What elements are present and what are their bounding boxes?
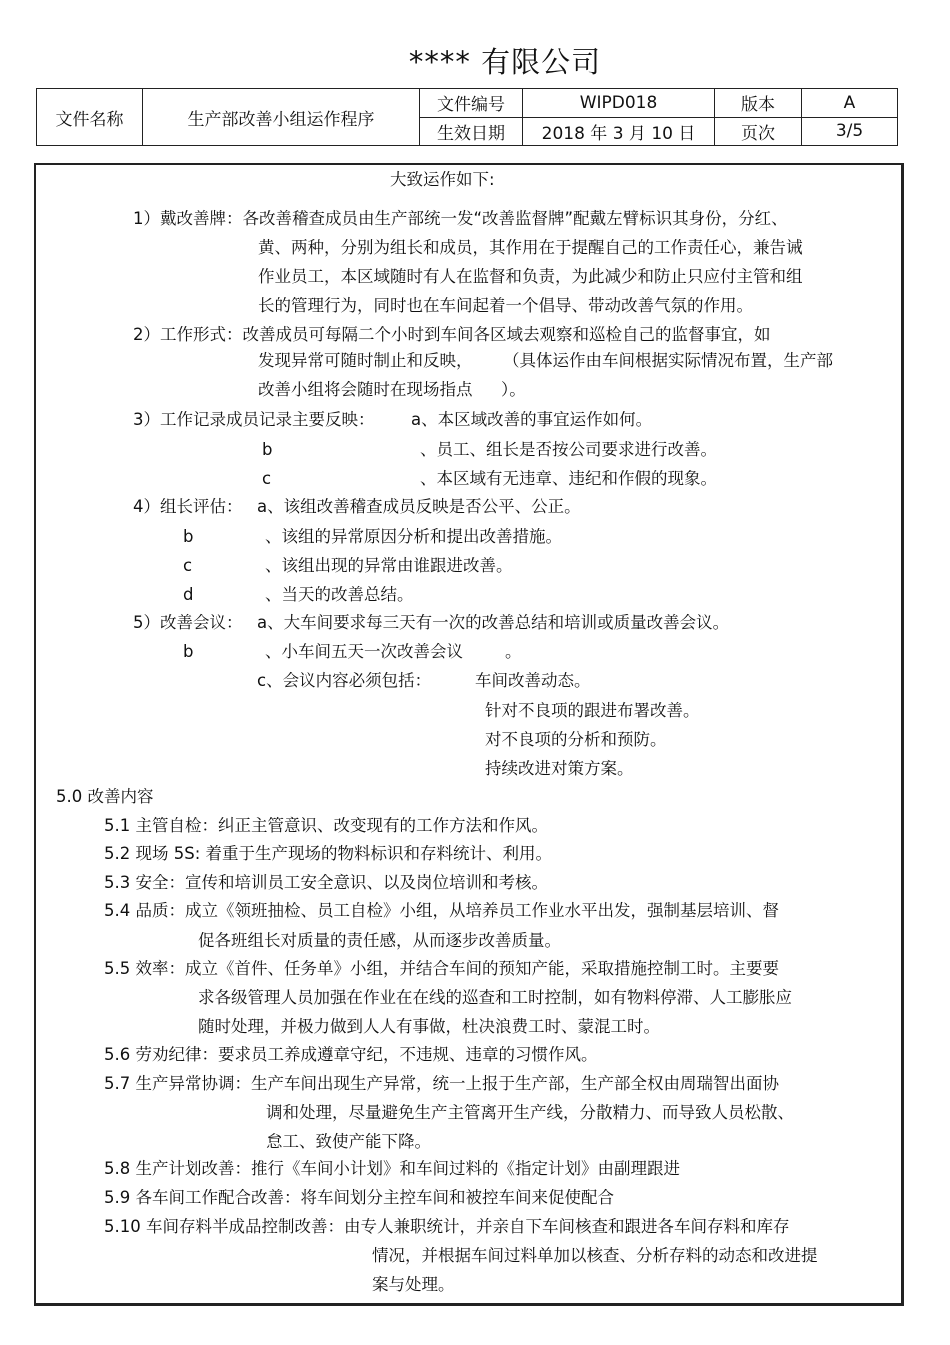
text-line: 5.8 生产计划改善：推行《车间小计划》和车间过料的《指定计划》由副理跟进 [104,1159,680,1178]
text-line: 调和处理，尽量避免生产主管离开生产线，分散精力、而导致人员松散、 [266,1103,794,1122]
text-line: 长的管理行为，同时也在车间起着一个倡导、带动改善气氛的作用。 [258,296,753,315]
text-line: 5.4 品质：成立《领班抽检、员工自检》小组，从培养员工作业水平出发，强制基层培训、督 [104,901,779,920]
text-line: 5.2 现场 5S: 着重于生产现场的物料标识和存料统计、利用。 [104,844,553,863]
text-line: 5.1 主管自检：纠正主管意识、改变现有的工作方法和作风。 [104,816,548,835]
text-line: 随时处理，并极力做到人人有事做，杜决浪费工时、蒙混工时。 [198,1017,660,1036]
text-line: （具体运作由车间根据实际情况布置，生产部 [503,351,833,370]
section-heading: 5.0 改善内容 [56,787,154,806]
intro-heading: 大致运作如下: [390,170,495,189]
text-line: 持续改进对策方案。 [485,759,634,778]
text-line: b [183,527,194,546]
text-line: 黄、两种，分别为组长和成员，其作用在于提醒自己的工作责任心，兼告诫 [258,238,803,257]
text-line: 5.5 效率：成立《首件、任务单》小组，并结合车间的预知产能，采取措施控制工时。主要要 [104,959,779,978]
text-line: b [183,642,194,661]
text-line: 3）工作记录成员记录主要反映： [133,410,375,429]
text-line: 5.7 生产异常协调：生产车间出现生产异常，统一上报于生产部，生产部全权由周瑞智出面协 [104,1074,779,1093]
text-line: 1）戴改善牌：各改善稽查成员由生产部统一发“改善监督牌”配戴左臂标识其身份，分红、 [133,209,788,228]
text-line: 求各级管理人员加强在作业在在线的巡查和工时控制，如有物料停滞、人工膨胀应 [198,988,792,1007]
text-line: 2）工作形式：改善成员可每隔二个小时到车间各区域去观察和巡检自己的监督事宜，如 [133,325,771,344]
text-line: d [183,585,194,604]
text-line: 、小车间五天一次改善会议 [265,642,463,661]
doc-name: 生产部改善小组运作程序 [143,89,420,146]
text-line: b [262,440,273,459]
text-line: 情况，并根据车间过料单加以核查、分析存料的动态和改进提 [372,1246,818,1265]
text-line: ）。 [501,380,526,399]
text-line: 对不良项的分析和预防。 [485,730,667,749]
doc-name-label: 文件名称 [37,89,143,146]
text-line: 5.10 车间存料半成品控制改善：由专人兼职统计，并亲自下车间核查和跟进各车间存料和库存 [104,1217,790,1236]
text-line: 案与处理。 [372,1275,455,1294]
text-line: 、本区域有无违章、违纪和作假的现象。 [420,469,717,488]
text-line: c [183,556,193,575]
document-header-table [36,88,898,146]
text-line: 针对不良项的跟进布署改善。 [485,701,700,720]
text-line: 4）组长评估： [133,497,243,516]
text-line: 发现异常可随时制止和反映， [258,351,473,370]
text-line: 5.3 安全：宣传和培训员工安全意识、以及岗位培训和考核。 [104,873,548,892]
text-line: 、该组出现的异常由谁跟进改善。 [265,556,513,575]
text-line: 怠工、致使产能下降。 [266,1132,431,1151]
company-title: **** 有限公司 [408,45,602,79]
effective-date: 2018 年 3 月 10 日 [523,117,715,146]
text-line: a、大车间要求每三天有一次的改善总结和培训或质量改善会议。 [257,613,730,632]
text-line: 、当天的改善总结。 [265,585,414,604]
text-line: 、员工、组长是否按公司要求进行改善。 [420,440,717,459]
text-line: 、该组的异常原因分析和提出改善措施。 [265,527,562,546]
text-line: 作业员工，本区域随时有人在监督和负责，为此减少和防止只应付主管和组 [258,267,803,286]
doc-no-label: 文件编号 [420,89,523,118]
version: A [802,89,898,118]
page-number: 3/5 [802,117,898,146]
text-line: c [262,469,272,488]
text-line: 车间改善动态。 [475,671,591,690]
effective-date-label: 生效日期 [420,117,523,146]
text-line: a、该组改善稽查成员反映是否公平、公正。 [257,497,581,516]
text-line: 改善小组将会随时在现场指点 [258,380,473,399]
text-line: 5.6 劳劝纪律：要求员工养成遵章守纪，不违规、违章的习惯作风。 [104,1045,598,1064]
text-line: 。 [505,642,522,661]
version-label: 版本 [715,89,802,118]
page-label: 页次 [715,117,802,146]
text-line: 5）改善会议： [133,613,243,632]
text-line: c、会议内容必须包括： [257,671,432,690]
text-line: 5.9 各车间工作配合改善：将车间划分主控车间和被控车间来促使配合 [104,1188,614,1207]
doc-no: WIPD018 [523,89,715,118]
text-line: 促各班组长对质量的责任感，从而逐步改善质量。 [198,931,561,950]
text-line: a、本区域改善的事宜运作如何。 [411,410,653,429]
